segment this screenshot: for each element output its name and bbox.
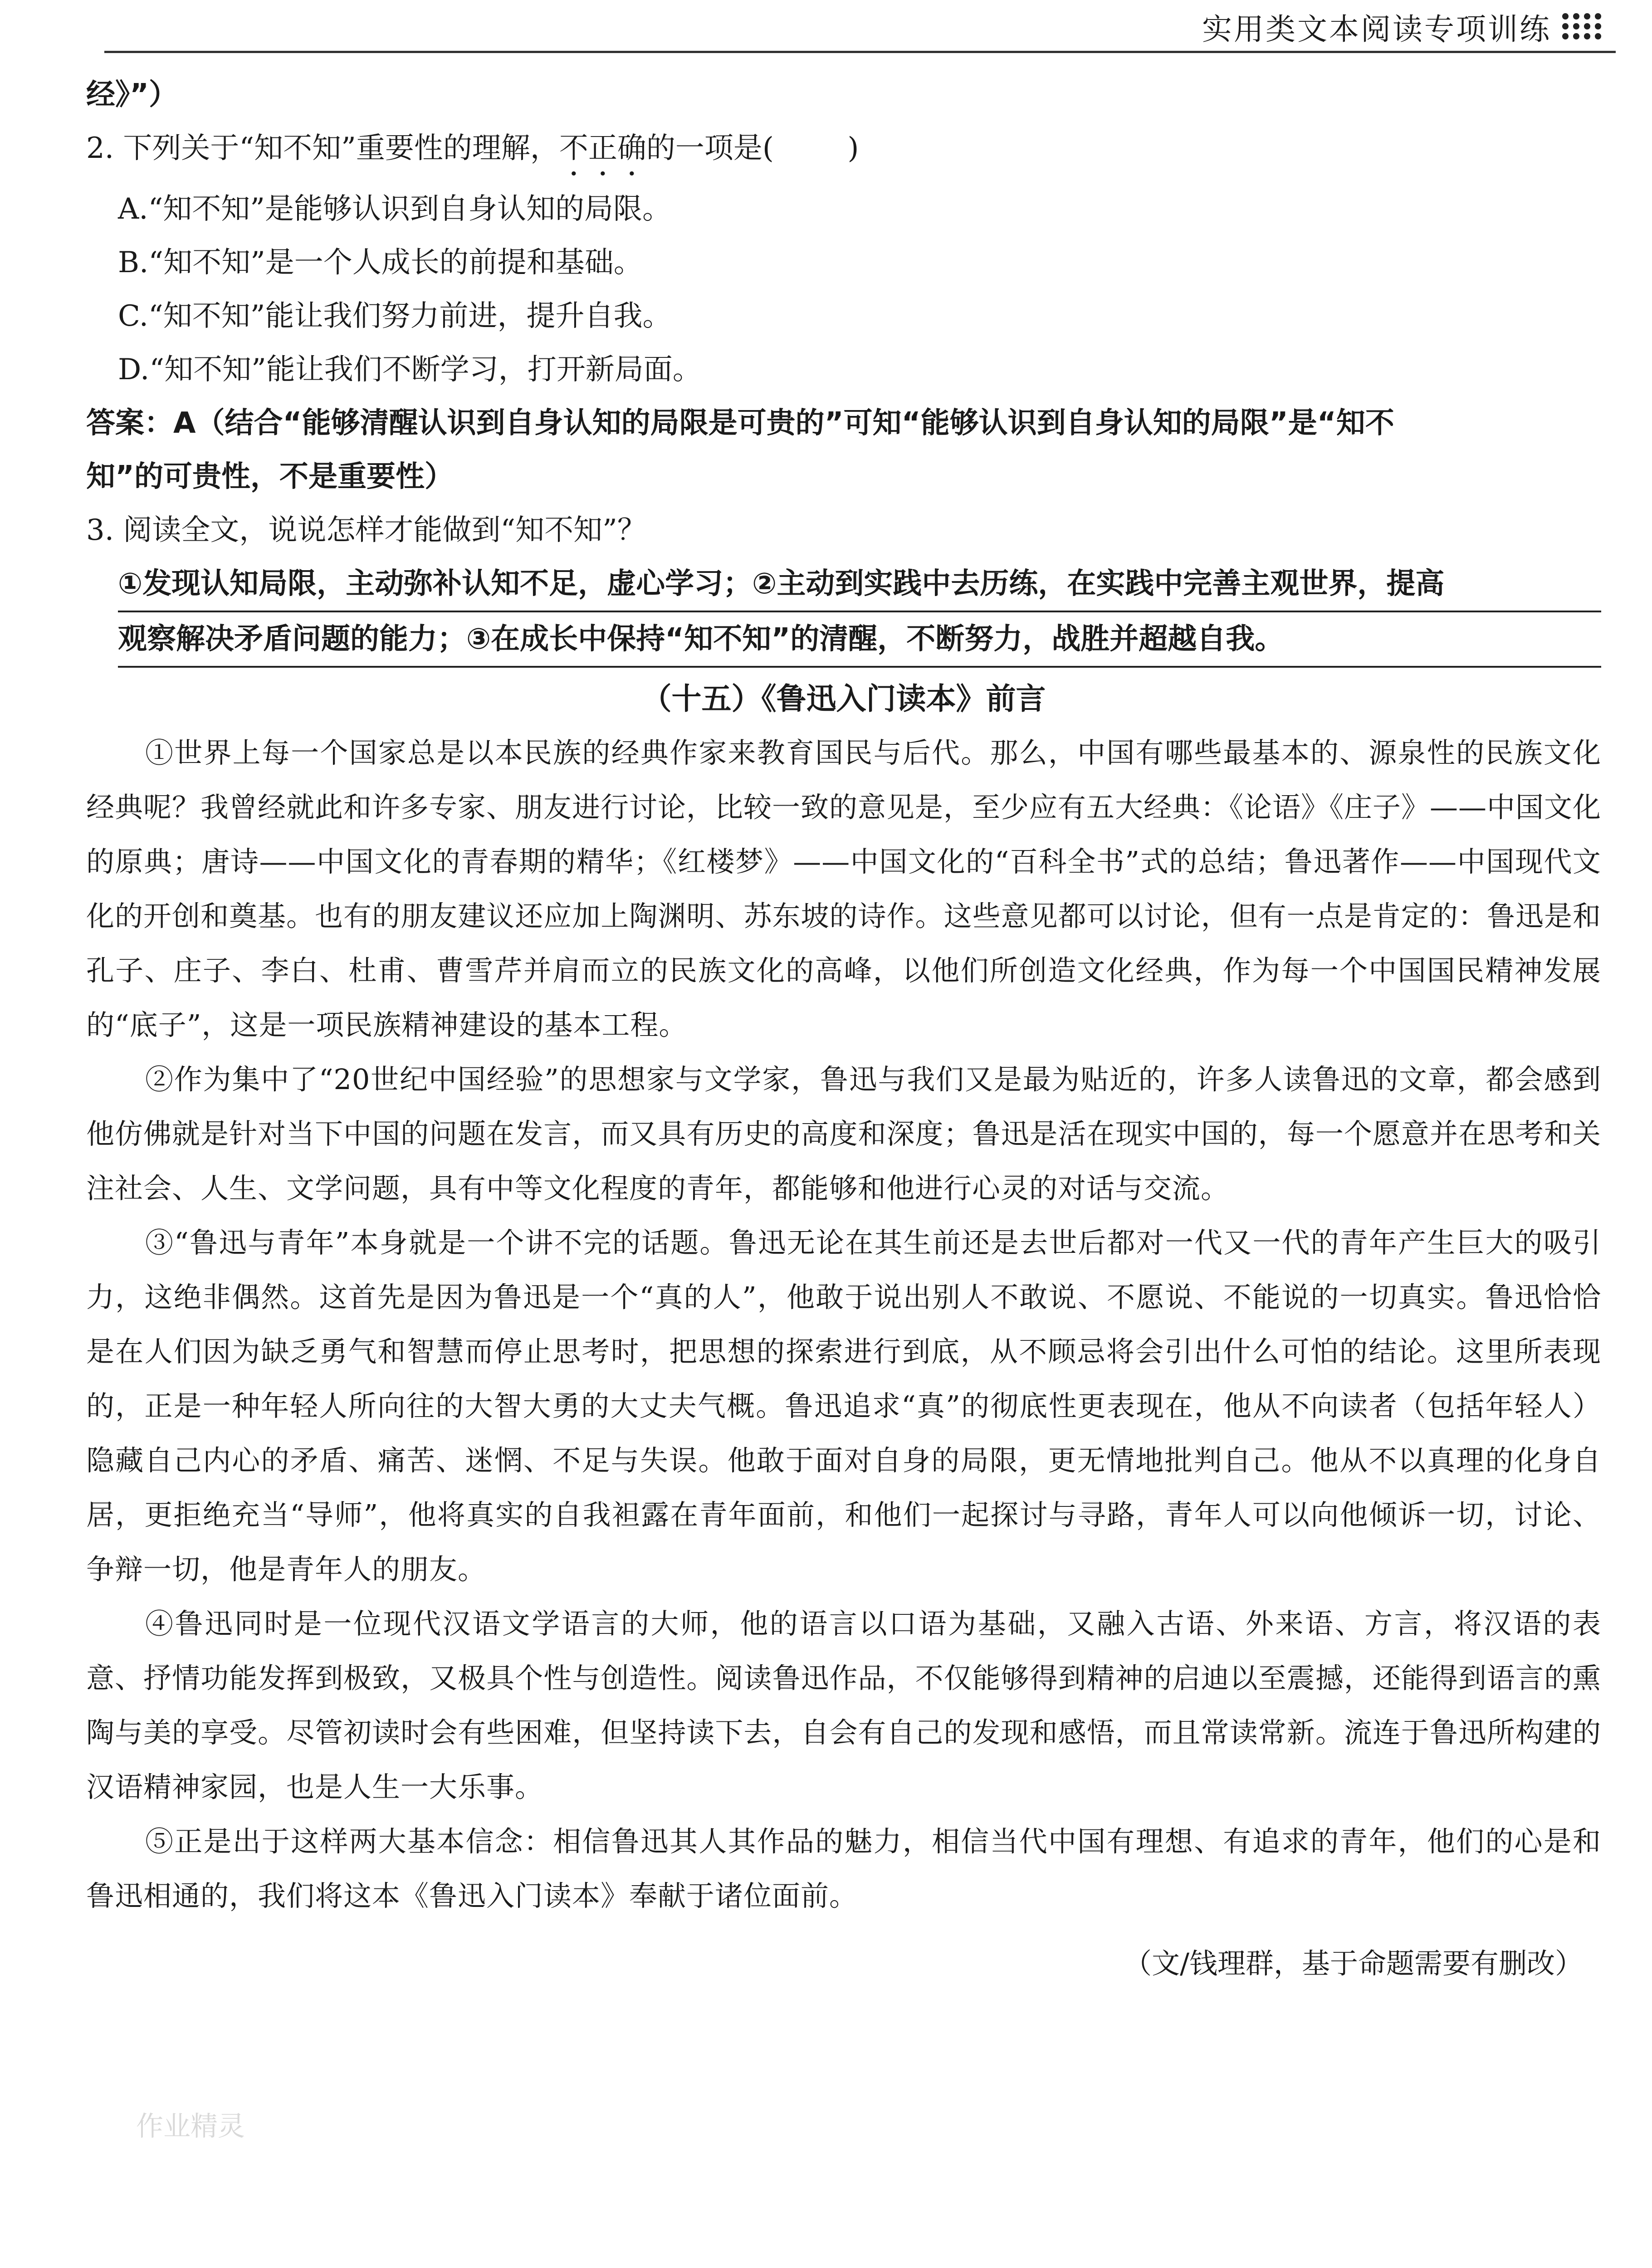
answer-2-line-1: 答案：A（结合“能够清醒认识到自身认知的局限是可贵的”可知“能够认识到自身认知的局限”是“知不 — [86, 406, 1394, 440]
article-title: （十五）《鲁迅入门读本》前言 — [641, 681, 1046, 716]
q1-tail: 经》”） — [86, 78, 178, 112]
answer-3 — [118, 557, 1601, 668]
watermark-logo: 作业精灵 — [136, 2111, 245, 2142]
article-paragraph-2: ②作为集中了“20世纪中国经验”的思想家与文学家，鲁迅与我们又是最为贴近的，许多人读鲁迅的文章，都会感到他仿佛就是针对当下中国的问题在发言，而又具有历史的高度和深度；鲁迅是活在现实中国的，每一个愿意并在思考和关注社会、人生、文学问题，具有中等文化程度的青年，都能够和他进行心灵的对话与交流。 — [86, 1063, 1601, 1205]
article-paragraph-3: ③“鲁迅与青年”本身就是一个讲不完的话题。鲁迅无论在其生前还是去世后都对一代又一代的青年产生巨大的吸引力，这绝非偶然。这首先是因为鲁迅是一个“真的人”，他敢于说出别人不敢说、不愿说、不能说的一切真实。鲁迅恰恰是在人们因为缺乏勇气和智慧而停止思考时，把思想的探索进行到底，从不顾忌将会引出什么可怕的结论。这里所表现的，正是一种年轻人所向往的大智大勇的大丈夫气概。鲁迅追求“真”的彻底性更表现在，他从不向读者（包括年轻人）隐藏自己内心的矛盾、痛苦、迷惘、不足与失误。他敢于面对自身的局限，更无情地批判自己。他从不以真理的化身自居，更拒绝充当“导师”，他将真实的自我袒露在青年面前，和他们一起探讨与寻路，青年人可以向他倾诉一切，讨论、争辩一切，他是青年人的朋友。 — [86, 1226, 1601, 1586]
article-paragraph-1: ①世界上每一个国家总是以本民族的经典作家来教育国民与后代。那么，中国有哪些最基本的、源泉性的民族文化经典呢？我曾经就此和许多专家、朋友进行讨论，比较一致的意见是，至少应有五大经典：《论语》《庄子》——中国文化的原典；唐诗——中国文化的青春期的精华；《红楼梦》——中国文化的“百科全书”式的总结；鲁迅著作——中国现代文化的开创和奠基。也有的朋友建议还应加上陶渊明、苏东坡的诗作。这些意见都可以讨论，但有一点是肯定的：鲁迅是和孔子、庄子、李白、杜甫、曹雪芹并肩而立的民族文化的高峰，以他们所创造文化经典，作为每一个中国国民精神发展的“底子”，这是一项民族精神建设的基本工程。 — [86, 736, 1602, 1041]
header-dots-icon — [1562, 13, 1602, 39]
article-paragraph-4: ④鲁迅同时是一位现代汉语文学语言的大师，他的语言以口语为基础，又融入古语、外来语、方言，将汉语的表意、抒情功能发挥到极致，又极具个性与创造性。阅读鲁迅作品，不仅能够得到精神的启迪以至震撼，还能得到语言的熏陶与美的享受。尽管初读时会有些困难，但坚持读下去，自会有自己的发现和感悟，而且常读常新。流连于鲁迅所构建的汉语精神家园，也是人生一大乐事。 — [86, 1607, 1601, 1804]
answer-2-line-2: 知”的可贵性，不是重要性） — [86, 460, 454, 494]
option-c: C.“知不知”能让我们努力前进，提升自我。 — [118, 299, 672, 333]
question-3-stem: 3. 阅读全文，说说怎样才能做到“知不知”？ — [86, 513, 646, 547]
article-source: （文/钱理群，基于命题需要有删改） — [1124, 1947, 1583, 1980]
header-title: 实用类文本阅读专项训练 — [1202, 11, 1551, 47]
option-b: B.“知不知”是一个人成长的前提和基础。 — [118, 246, 643, 279]
option-a: A.“知不知”是能够认识到自身认知的局限。 — [118, 192, 671, 226]
question-2-prefix: 2. 下列关于“知不知”重要性的理解， — [86, 132, 559, 165]
running-header — [1202, 4, 1602, 49]
question-2-suffix: 的一项是( ) — [646, 132, 859, 165]
question-2-stem — [86, 122, 1601, 182]
answer-3-line-2: 观察解决矛盾问题的能力；③在成长中保持“知不知”的清醒，不断努力，战胜并超越自我。 — [118, 612, 1601, 668]
header-rule — [104, 51, 1616, 53]
article-paragraph-5: ⑤正是出于这样两大基本信念：相信鲁迅其人其作品的魅力，相信当代中国有理想、有追求的青年，他们的心是和鲁迅相通的，我们将这本《鲁迅入门读本》奉献于诸位面前。 — [86, 1825, 1601, 1912]
answer-3-line-1: ①发现认知局限，主动弥补认知不足，虚心学习；②主动到实践中去历练，在实践中完善主观世界，提高 — [118, 557, 1601, 612]
page-content — [86, 68, 1601, 1990]
watermark-logo-2 — [59, 2263, 168, 2268]
option-d: D.“知不知”能让我们不断学习，打开新局面。 — [118, 353, 702, 386]
question-2-emphasis: 不正确 — [559, 132, 646, 165]
